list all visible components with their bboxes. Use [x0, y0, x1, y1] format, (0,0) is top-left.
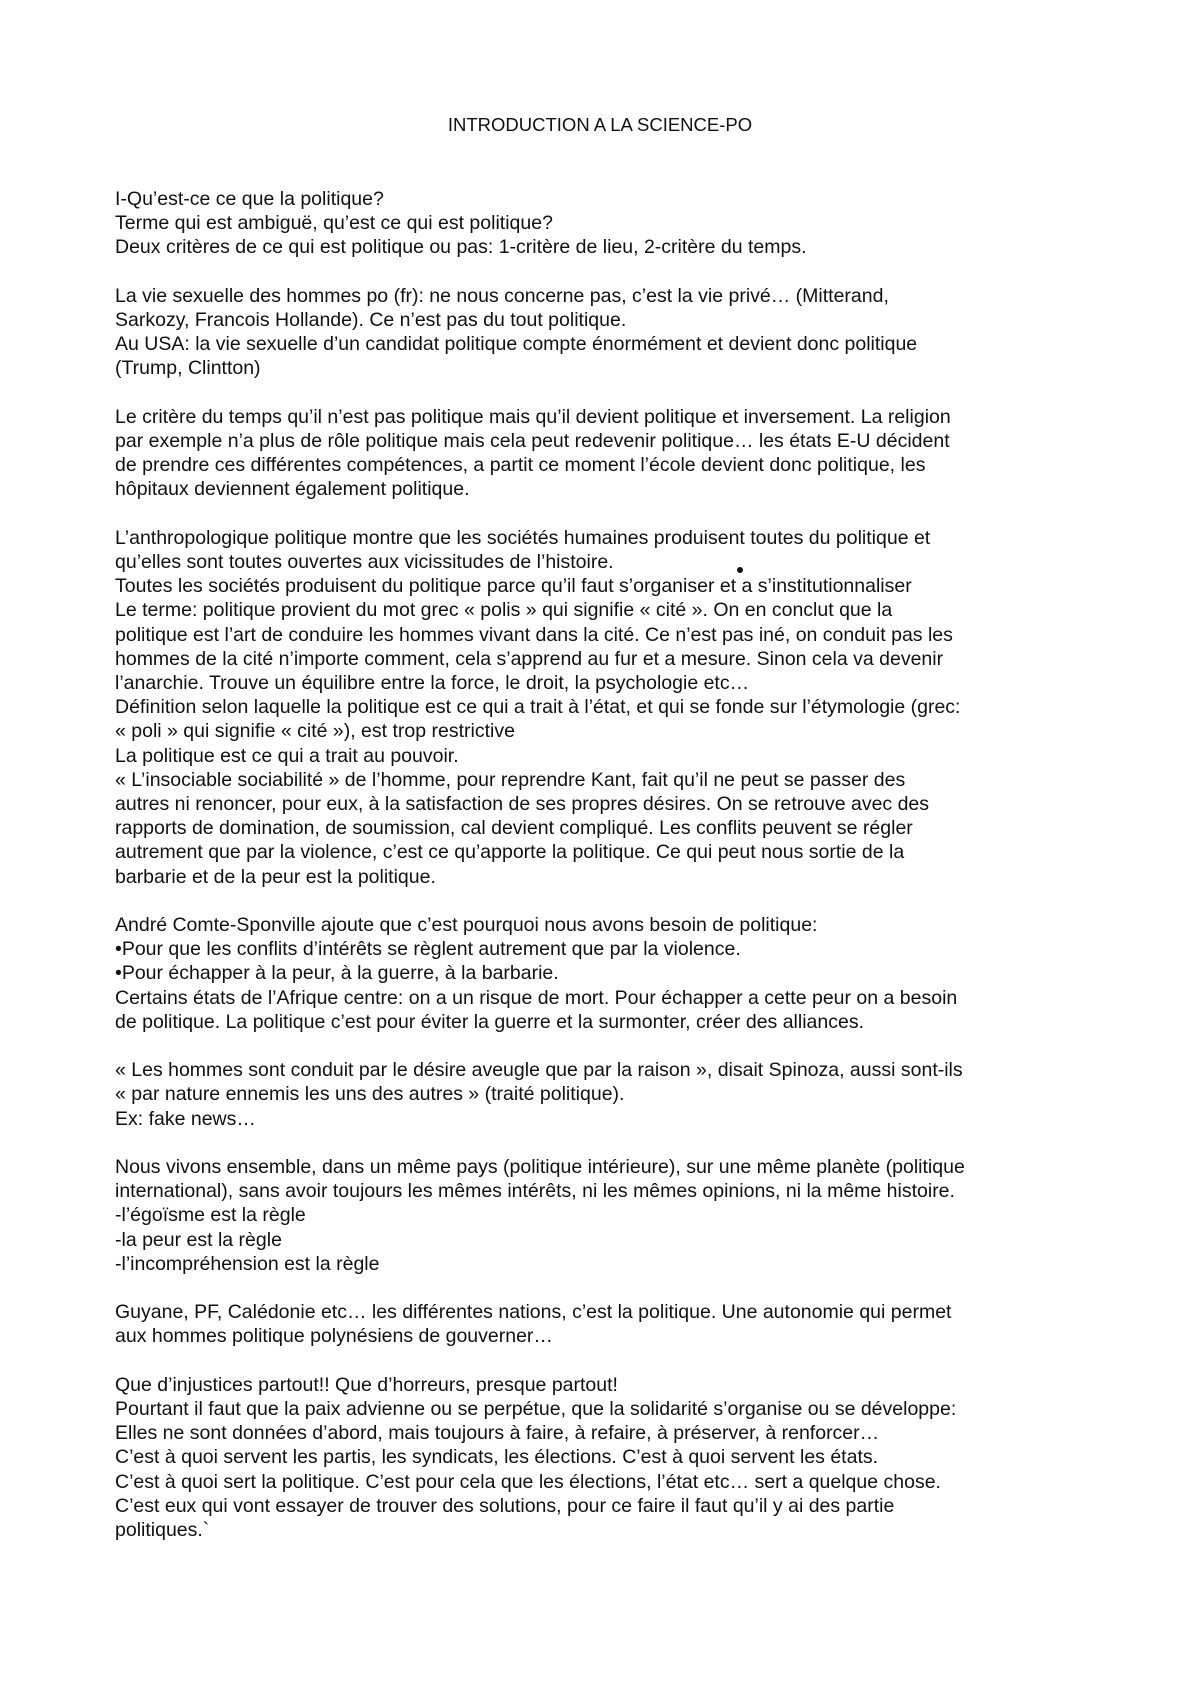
text-line: C’est à quoi sert la politique. C’est pour cela que les élections, l’état etc… sert a quelque chose. [115, 1470, 941, 1493]
text-line: autres ni renoncer, pour eux, à la satisfaction de ses propres désires. On se retrouve avec des [115, 793, 930, 816]
text-line: politiques.` [115, 1519, 210, 1542]
text-line: C’est à quoi servent les partis, les syndicats, les élections. C’est à quoi servent les états. [115, 1446, 879, 1469]
text-line: « L’insociable sociabilité » de l’homme, pour reprendre Kant, fait qu’il ne peut se passer des [115, 768, 906, 791]
paragraph [115, 1300, 1125, 1348]
text-line: Sarkozy, Francois Hollande). Ce n’est pas du tout politique. [115, 309, 627, 331]
text-line: Elles ne sont données d’abord, mais toujours à faire, à refaire, à préserver, à renforcer… [115, 1422, 880, 1445]
text-line: I-Qu’est-ce ce que la politique? [115, 188, 384, 210]
text-line: qu’elles sont toutes ouvertes aux vicissitudes de l’histoire. [115, 551, 614, 573]
text-line: rapports de domination, de soumission, cal devient compliqué. Les conflits peuvent se régler [115, 817, 913, 840]
text-line: -l’égoïsme est la règle [115, 1204, 306, 1227]
text-line: Que d’injustices partout!! Que d’horreurs, presque partout! [115, 1373, 618, 1396]
text-line: La vie sexuelle des hommes po (fr): ne nous concerne pas, c’est la vie privé… (Mitterand, [115, 284, 889, 307]
text-line: Pourtant il faut que la paix advienne ou se perpétue, que la solidarité s’organise ou se développe: [115, 1398, 957, 1421]
paragraph [115, 1058, 1125, 1131]
text-line: (Trump, Clintton) [115, 357, 261, 380]
paragraph [115, 1155, 1125, 1276]
text-line: Toutes les sociétés produisent du politique parce qu’il faut s’organiser et a s’institutionnaliser [115, 575, 912, 598]
paragraph [115, 1373, 1125, 1542]
text-line: hommes de la cité n’importe comment, cela s’apprend au fur et a mesure. Sinon cela va devenir [115, 647, 944, 670]
text-line: « par nature ennemis les uns des autres » (traité politique). [115, 1083, 625, 1106]
text-line: Nous vivons ensemble, dans un même pays (politique intérieure), sur une même planète (politique [115, 1156, 965, 1179]
paragraph [115, 405, 1125, 502]
text-line: Guyane, PF, Calédonie etc… les différentes nations, c’est la politique. Une autonomie qui permet [115, 1301, 952, 1324]
paragraph [115, 187, 1125, 260]
text-line: La politique est ce qui a trait au pouvoir. [115, 744, 459, 767]
text-line: Au USA: la vie sexuelle d’un candidat politique compte énormément et devient donc politique [115, 333, 918, 356]
text-line: Définition selon laquelle la politique est ce qui a trait à l’état, et qui se fonde sur l’étymologie (grec: [115, 696, 961, 719]
text-line: barbarie et de la peur est la politique. [115, 865, 436, 888]
document-title: INTRODUCTION A LA SCIENCE-PO [447, 114, 753, 135]
text-line: C’est eux qui vont essayer de trouver des solutions, pour ce faire il faut qu’il y ai des partie [115, 1494, 895, 1517]
text-line: de prendre ces différentes compétences, a partit ce moment l’école devient donc politique, les [115, 454, 926, 477]
text-line: l’anarchie. Trouve un équilibre entre la force, le droit, la psychologie etc… [115, 672, 750, 695]
text-line: Deux critères de ce qui est politique ou pas: 1-critère de lieu, 2-critère du temps. [115, 236, 807, 259]
text-line: Certains états de l’Afrique centre: on a un risque de mort. Pour échapper a cette peur on a besoin [115, 986, 958, 1009]
paragraph [115, 284, 1125, 381]
text-line: Terme qui est ambiguë, qu’est ce qui est politique? [115, 212, 553, 235]
text-line: « Les hommes sont conduit par le désire aveugle que par la raison », disait Spinoza, aussi sont-ils [115, 1059, 963, 1082]
text-line: aux hommes politique polynésiens de gouverner… [115, 1325, 553, 1348]
text-line: •Pour que les conflits d’intérêts se règlent autrement que par la violence. [115, 938, 741, 961]
text-line: « poli » qui signifie « cité »), est trop restrictive [115, 720, 515, 743]
document-body [115, 187, 1125, 1566]
stray-dot-mark [737, 567, 743, 573]
text-line: •Pour échapper à la peur, à la guerre, à la barbarie. [115, 962, 559, 985]
paragraph [115, 526, 1125, 889]
text-line: politique est l’art de conduire les hommes vivant dans la cité. Ce n’est pas iné, on conduit pas les [115, 623, 953, 646]
text-line: -la peur est la règle [115, 1228, 282, 1251]
paragraph [115, 913, 1125, 1034]
text-line: international), sans avoir toujours les mêmes intérêts, ni les mêmes opinions, ni la même histoire. [115, 1180, 955, 1203]
text-line: par exemple n’a plus de rôle politique mais cela peut redevenir politique… les états E-U décident [115, 430, 950, 452]
text-line: Le terme: politique provient du mot grec « polis » qui signifie « cité ». On en conclut que la [115, 599, 893, 622]
text-line: Ex: fake news… [115, 1107, 256, 1130]
text-line: Le critère du temps qu’il n’est pas politique mais qu’il devient politique et inversement. La religion [115, 405, 951, 428]
text-line: L’anthropologique politique montre que les sociétés humaines produisent toutes du politique et [115, 526, 931, 549]
text-line: hôpitaux deviennent également politique. [115, 478, 470, 501]
text-line: autrement que par la violence, c’est ce qu’apporte la politique. Ce qui peut nous sortie de la [115, 841, 905, 864]
text-line: -l’incompréhension est la règle [115, 1252, 380, 1275]
text-line: de politique. La politique c’est pour éviter la guerre et la surmonter, créer des alliances. [115, 1010, 864, 1033]
text-line: André Comte-Sponville ajoute que c’est pourquoi nous avons besoin de politique: [115, 914, 818, 937]
